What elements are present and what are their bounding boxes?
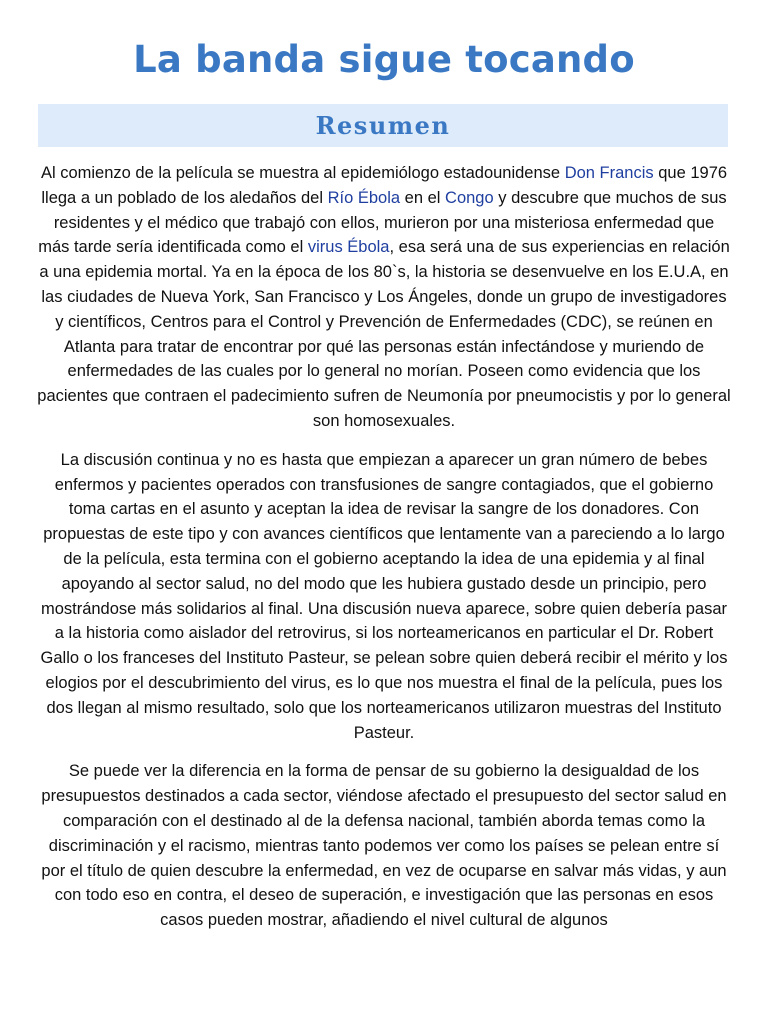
inline-link[interactable]: Congo [445,188,494,207]
paragraph-text: Al comienzo de la película se muestra al epidemiólogo estadounidense [40,164,565,182]
paragraph-text: y descubre que muchos de sus residentes y el médico que trabajó con ellos, murieron por una misteriosa enfermedad que más tarde sería identificada como el [38,188,727,257]
paragraph-3 [36,759,732,933]
paragraph-text: Se puede ver la diferencia en la forma de pensar de su gobierno la desigualdad de los presupuestos destinados a cada sector, viéndose afectado el presupuesto del sector salud en comparación con el destinado al de la defensa nacional, también aborda temas como la discriminación y el racismo, mientras tanto podemos ver como los países se pelean entre sí por el título de quien descubre la enfermedad, en vez de ocuparse en salvar más vidas, y aun con todo eso en contra, el deseo de superación, e investigación que las personas en esos casos pueden mostrar, añadiendo el nivel cultural de algunos [41,762,727,930]
inline-link[interactable]: Don Francis [564,164,654,182]
inline-link[interactable]: virus Ébola [307,238,390,257]
section-heading: Resumen [315,111,451,140]
paragraph-text: , esa será una de sus experiencias en relación a una epidemia mortal. Ya en la época de los 80`s, la historia se desenvuelve en los E.U.A, en las ciudades de Nueva York, San Francisco y Los Ángeles, donde un grupo de investigadores y científicos, Centros para el Control y Prevención de Enfermedades (CDC), se reúnen en Atlanta para tratar de encontrar por qué las personas están infectándose y muriendo de enfermedades de las cuales por lo general no morían. Poseen como evidencia que los pacientes que contraen el padecimiento sufren de Neumonía por pneumocistis y por lo general son homosexuales. [37,238,731,430]
paragraph-text: La discusión continua y no es hasta que empiezan a aparecer un gran número de bebes enfermos y pacientes operados con transfusiones de sangre contagiados, que el gobierno toma cartas en el asunto y aceptan la idea de revisar la sangre de los donadores. Con propuestas de este tipo y con avances científicos que lentamente van a pareciendo a lo largo de la película, esta termina con el gobierno aceptando la idea de una epidemia y al final apoyando al sector salud, no del modo que les hubiera gustado desde un principio, pero mostrándose más solidarios al final. Una discusión nueva aparece, sobre quien debería pasar a la historia como aislador del retrovirus, si los norteamericanos en particular el Dr. Robert Gallo o los franceses del Instituto Pasteur, se pelean sobre quien deberá recibir el mérito y los elogios por el descubrimiento del virus, es lo que nos muestra el final de la película, pues los dos llegan al mismo resultado, solo que los norteamericanos utilizaron muestras del Instituto Pasteur. [40,450,728,742]
paragraph-text: en el [400,188,446,207]
section-banner [38,104,728,147]
paragraph-1 [36,161,732,434]
paragraph-2 [36,448,732,746]
paragraph-text: que 1976 llega a un poblado de los aledaños del [41,164,728,207]
inline-link[interactable]: Río Ébola [327,188,401,207]
summary-body [36,161,732,947]
page-title: La banda sigue tocando [133,38,635,81]
